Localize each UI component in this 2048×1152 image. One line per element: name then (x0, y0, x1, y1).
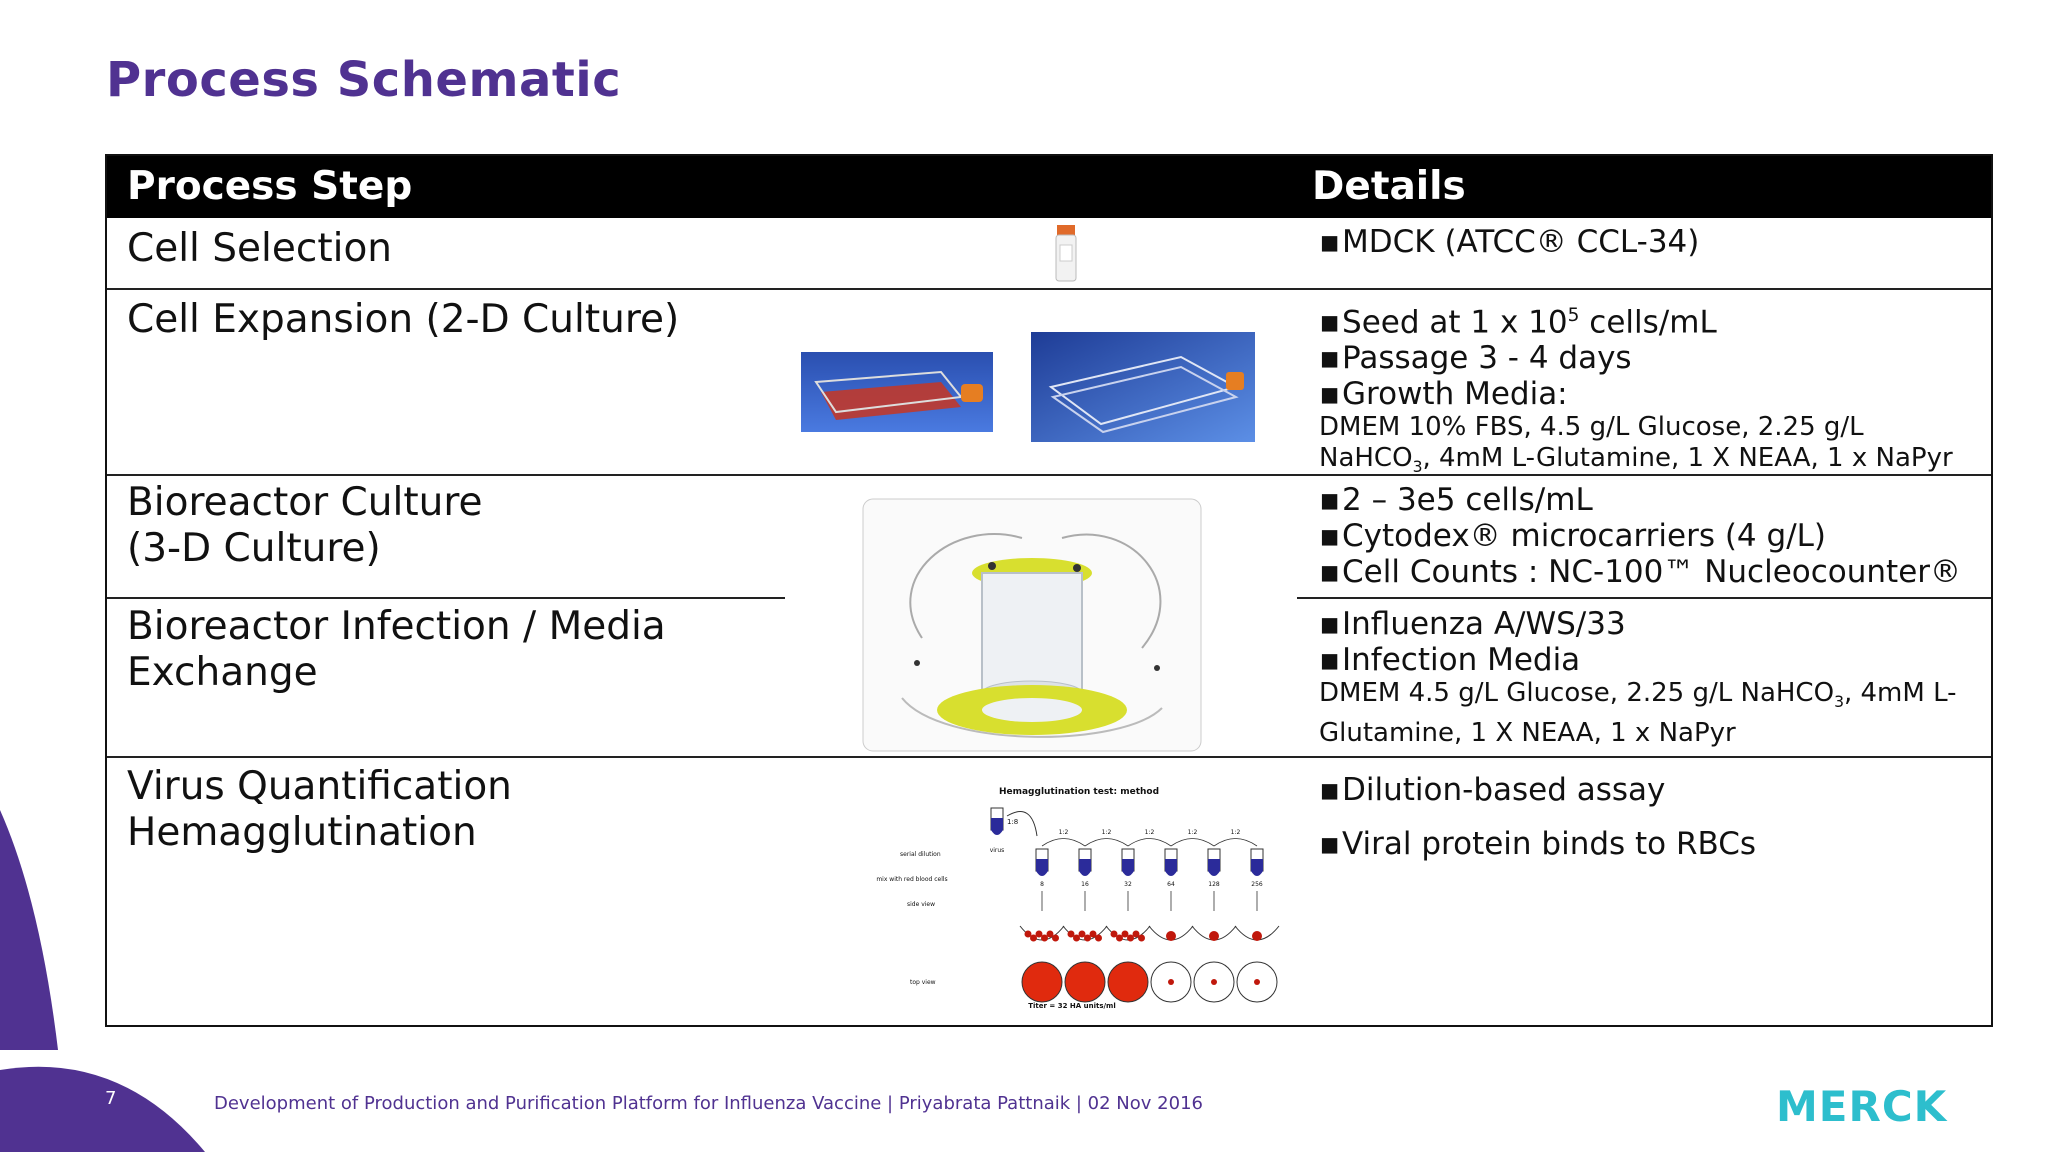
step-bioreactor-culture: Bioreactor Culture (3-D Culture) (127, 480, 483, 571)
ha-title: Hemagglutination test: method (998, 787, 1160, 797)
row-divider (107, 288, 1991, 290)
dilution-value: 64 (1167, 881, 1175, 888)
dilution-tube-liquid (1208, 859, 1220, 876)
detail-seed: ▪ Seed at 1 x $10^5$ cells/mL (1319, 298, 1953, 340)
top-view-button (1168, 979, 1174, 985)
detail-infection-media-line2: Glutamine, 1 X NEAA, 1 x NaPyr (1319, 718, 1736, 749)
rbc-dot (1095, 935, 1102, 942)
top-view-well (1022, 962, 1062, 1002)
top-view-well (1065, 962, 1105, 1002)
detail-cells: ▪ 2 – 3e5 cells/mL (1319, 482, 1961, 518)
rbc-pellet (1166, 931, 1176, 941)
detail-rbc-binding: ▪ Viral protein binds to RBCs (1319, 826, 1756, 862)
virus-tube-liquid (991, 818, 1003, 835)
step-cell-expansion: Cell Expansion (2-D Culture) (127, 297, 680, 342)
detail-infection-media: ▪ Infection Media (1319, 642, 1957, 678)
detail-block-infection (1319, 606, 1957, 749)
dilution-tube-liquid (1036, 859, 1048, 876)
cryovial-image (1053, 225, 1079, 283)
process-table (105, 154, 1993, 1027)
header-process-step: Process Step (127, 164, 413, 209)
rbc-dot (1052, 935, 1059, 942)
detail-passage: ▪ Passage 3 - 4 days (1319, 340, 1953, 376)
detail-dilution-assay: ▪ Dilution-based assay (1319, 772, 1756, 808)
row-divider (107, 597, 785, 599)
cell-factory-image (1031, 332, 1255, 442)
footer-text: Development of Production and Purification Platform for Influenza Vaccine | Priyabrata Pattnaik | 02 Nov 2016 (214, 1093, 1203, 1114)
dilution-tube-liquid (1122, 859, 1134, 876)
dilution-step-label: 1:2 (1230, 829, 1241, 836)
dilution-step-label: 1:2 (1101, 829, 1112, 836)
start-dilution-label: 1:8 (1007, 818, 1019, 826)
detail-influenza: ▪ Influenza A/WS/33 (1319, 606, 1957, 642)
row-divider (1297, 597, 1991, 599)
table-header (107, 156, 1991, 218)
page-number: 7 (105, 1088, 117, 1109)
detail-cell-counts: ▪ Cell Counts : NC-100™ Nucleocounter® (1319, 554, 1961, 590)
dilution-arrow (1128, 839, 1171, 847)
detail-cytodex: ▪ Cytodex® microcarriers (4 g/L) (1319, 518, 1961, 554)
detail-media-line1: DMEM 10% FBS, 4.5 g/L Glucose, 2.25 g/L (1319, 412, 1864, 443)
detail-growth-media: ▪ Growth Media: (1319, 376, 1953, 412)
t-flask-image (801, 352, 993, 432)
dilution-value: 16 (1081, 881, 1089, 888)
detail-block-bioreactor (1319, 482, 1961, 590)
page-title: Process Schematic (106, 52, 622, 108)
dilution-tube-liquid (1165, 859, 1177, 876)
detail-infection-media-line1: DMEM 4.5 g/L Glucose, 2.25 g/L NaHCO$_3$, 4mM L- (1319, 678, 1957, 712)
header-details: Details (1312, 164, 1466, 209)
dilution-arrow (1085, 839, 1128, 847)
step-cell-selection: Cell Selection (127, 226, 393, 271)
dilution-tube-liquid (1251, 859, 1263, 876)
dilution-value: 8 (1040, 881, 1044, 888)
dilution-step-label: 1:2 (1058, 829, 1069, 836)
rbc-dot (1138, 935, 1145, 942)
dilution-arrow (1214, 839, 1257, 847)
step-virus-quantification: Virus Quantification Hemagglutination (127, 764, 512, 855)
hemagglutination-diagram (852, 786, 1292, 1014)
top-view-button (1254, 979, 1260, 985)
detail-block-expansion (1319, 298, 1953, 484)
dilution-value: 128 (1208, 881, 1220, 888)
detail-block-virus (1319, 772, 1756, 862)
detail-mdck: ▪ MDCK (ATCC® CCL-34) (1319, 224, 1699, 260)
dilution-step-label: 1:2 (1144, 829, 1155, 836)
dilution-value: 256 (1251, 881, 1263, 888)
rbc-pellet (1252, 931, 1262, 941)
virus-label: virus (989, 847, 1005, 854)
row-divider (107, 756, 1991, 758)
row-label: serial dilution (900, 851, 941, 858)
dilution-tube-liquid (1079, 859, 1091, 876)
row-label: mix with red blood cells (876, 876, 948, 883)
detail-media-line2: NaHCO$_3$, 4mM L-Glutamine, 1 X NEAA, 1 x NaPyr (1319, 443, 1953, 477)
dilution-step-label: 1:2 (1187, 829, 1198, 836)
dilution-arrow (1042, 839, 1085, 847)
titer-label: Titer = 32 HA units/ml (1028, 1002, 1116, 1010)
step-bioreactor-infection: Bioreactor Infection / Media Exchange (127, 604, 666, 695)
merck-logo: MERCK (1776, 1082, 1948, 1131)
row-label: top view (910, 979, 936, 986)
bioreactor-image (862, 498, 1202, 752)
dilution-arrow (1171, 839, 1214, 847)
top-view-button (1211, 979, 1217, 985)
top-view-well (1108, 962, 1148, 1002)
rbc-pellet (1209, 931, 1219, 941)
row-label: side view (907, 901, 936, 908)
dilution-value: 32 (1124, 881, 1132, 888)
